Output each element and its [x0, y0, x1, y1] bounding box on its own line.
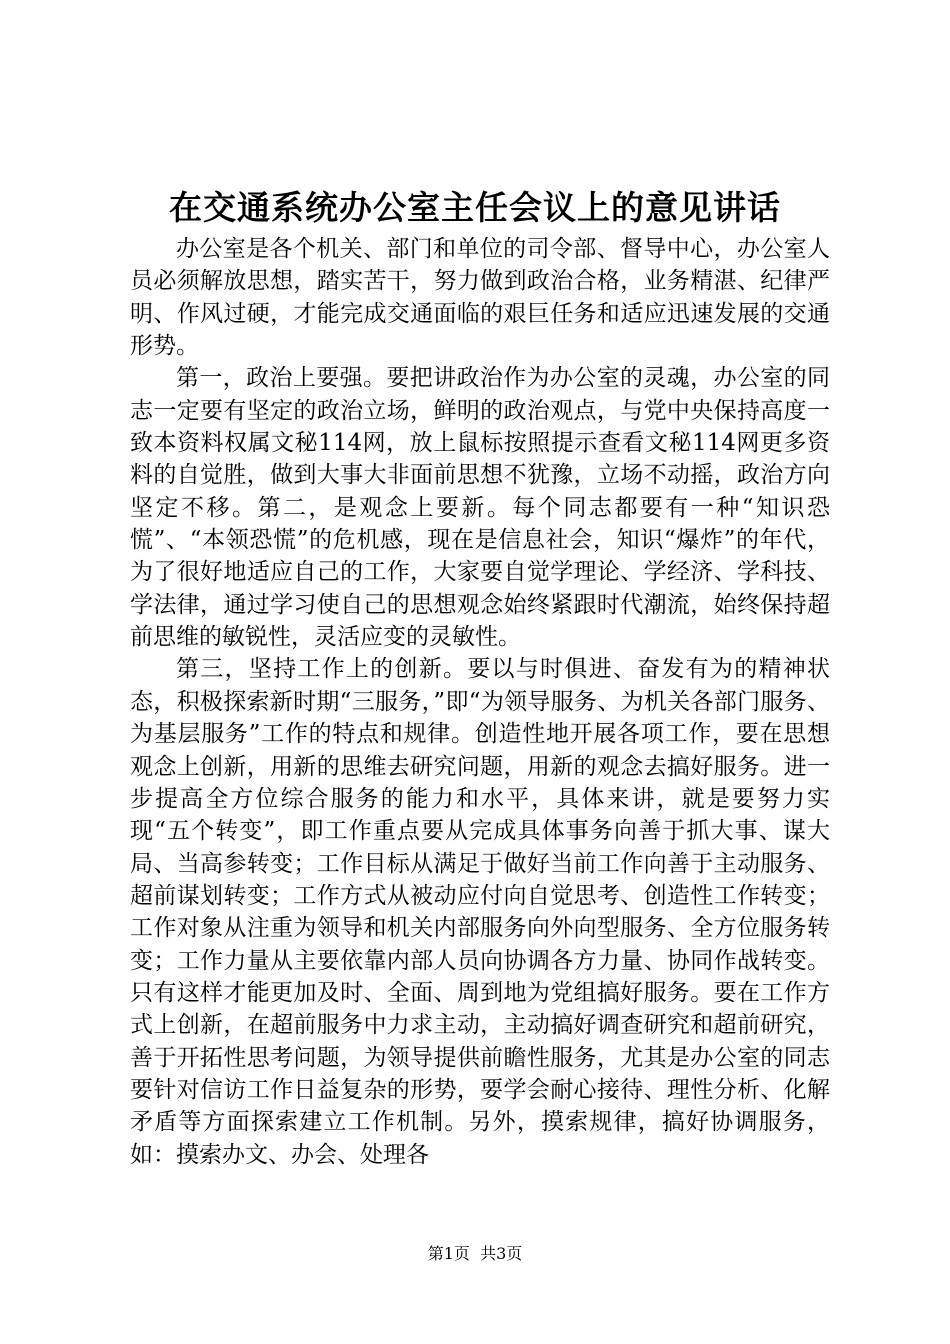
paragraph-intro: 办公室是各个机关、部门和单位的司令部、督导中心，办公室人员必须解放思想，踏实苦干，努力做到政治合格，业务精湛、纪律严明、作风过硬，才能完成交通面临的艰巨任务和适应迅速发展的交通形势。 — [130, 236, 830, 360]
paragraph-politics-and-ideas: 第一，政治上要强。要把讲政治作为办公室的灵魂，办公室的同志一定要有坚定的政治立场，鲜明的政治观点，与党中央保持高度一致本资料权属文秘114网，放上鼠标按照提示查看文秘114网更多资料的自觉胜，做到大事大非面前思想不犹豫，立场不动摇，政治方向坚定不移。第二，是观念上要新。每个同志都要有一种“知识恐慌”、“本领恐慌”的危机感，现在是信息社会，知识“爆炸”的年代，为了很好地适应自己的工作，大家要自觉学理论、学经济、学科技、学法律，通过学习使自己的思想观念始终紧跟时代潮流，始终保持超前思维的敏锐性，灵活应变的灵敏性。 — [130, 365, 830, 651]
page-number: 第1页 — [427, 1244, 470, 1263]
page-footer — [0, 1243, 950, 1265]
page-total: 共3页 — [480, 1244, 523, 1263]
document-title: 在交通系统办公室主任会议上的意见讲话 — [169, 188, 781, 227]
paragraph-innovation: 第三，坚持工作上的创新。要以与时俱进、奋发有为的精神状态，积极探索新时期“三服务，”即“为领导服务、为机关各部门服务、为基层服务”工作的特点和规律。创造性地开展各项工作，要在思想观念上创新，用新的思维去研究问题，用新的观念去搞好服务。进一步提高全方位综合服务的能力和水平，具体来讲，就是要努力实现“五个转变”，即工作重点要从完成具体事务向善于抓大事、谋大局、当高参转变；工作目标从满足于做好当前工作向善于主动服务、超前谋划转变；工作方式从被动应付向自觉思考、创造性工作转变；工作对象从注重为领导和机关内部服务向外向型服务、全方位服务转变；工作力量从主要依靠内部人员向协调各方力量、协同作战转变。只有这样才能更加及时、全面、周到地为党组搞好服务。要在工作方式上创新，在超前服务中力求主动，主动搞好调查研究和超前研究，善于开拓性思考问题，为领导提供前瞻性服务，尤其是办公室的同志要针对信访工作日益复杂的形势，要学会耐心接待、理性分析、化解矛盾等方面探索建立工作机制。另外，摸索规律，搞好协调服务，如：摸索办文、办会、处理各 — [130, 656, 830, 1168]
document-body — [130, 233, 830, 1171]
